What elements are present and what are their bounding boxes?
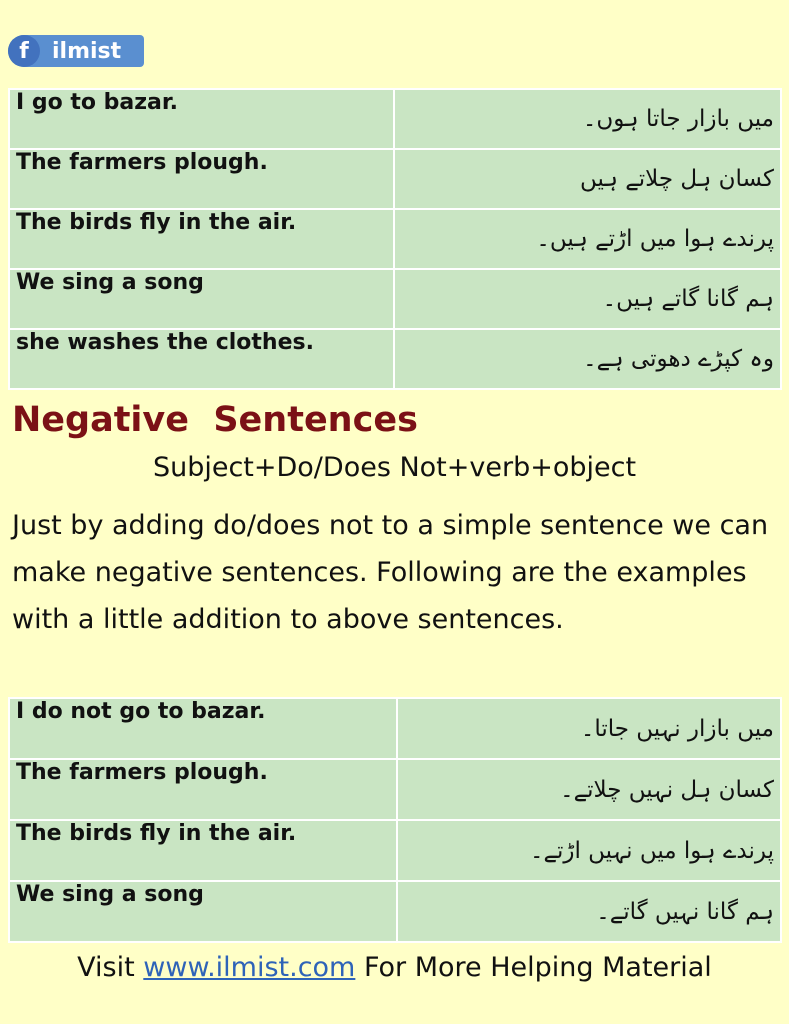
logo-text: ilmist [52,38,122,64]
urdu-translation: پرندے ہوا میں نہیں اڑتے۔ [397,820,781,881]
urdu-translation: کسان ہل نہیں چلاتے۔ [397,759,781,820]
explanation-paragraph: Just by adding do/does not to a simple sentence we can make negative sentences. Following are the examples with a little addition to above sentences. [12,510,769,635]
website-link[interactable]: www.ilmist.com [143,952,356,983]
table-row [9,698,781,759]
english-sentence: The birds fly in the air. [9,209,394,269]
urdu-translation: میں بازار جاتا ہوں۔ [394,89,781,149]
english-sentence: We sing a song [9,881,397,942]
english-sentence: I do not go to bazar. [9,698,397,759]
english-sentence: I go to bazar. [9,89,394,149]
urdu-translation: وہ کپڑے دھوتی ہے۔ [394,329,781,389]
table-row [9,329,781,389]
table-row [9,820,781,881]
facebook-icon: f [8,35,40,67]
urdu-translation: پرندے ہوا میں اڑتے ہیں۔ [394,209,781,269]
negative-examples-table [8,697,782,943]
english-sentence: The farmers plough. [9,149,394,209]
table-row [9,89,781,149]
footer [0,952,789,983]
sentence-formula: Subject+Do/Does Not+verb+object [152,452,637,483]
footer-suffix: For More Helping Material [355,952,712,983]
ilmist-logo [8,35,144,67]
examples-table [8,88,782,390]
urdu-translation: ہم گانا گاتے ہیں۔ [394,269,781,329]
urdu-translation: ہم گانا نہیں گاتے۔ [397,881,781,942]
english-sentence: The farmers plough. [9,759,397,820]
table-row [9,881,781,942]
footer-prefix: Visit [77,952,144,983]
urdu-translation: میں بازار نہیں جاتا۔ [397,698,781,759]
urdu-translation: کسان ہل چلاتے ہیں [394,149,781,209]
english-sentence: The birds fly in the air. [9,820,397,881]
table-row [9,269,781,329]
table-row [9,149,781,209]
section-heading: Negative Sentences [12,400,418,440]
table-row [9,209,781,269]
english-sentence: she washes the clothes. [9,329,394,389]
english-sentence: We sing a song [9,269,394,329]
table-row [9,759,781,820]
